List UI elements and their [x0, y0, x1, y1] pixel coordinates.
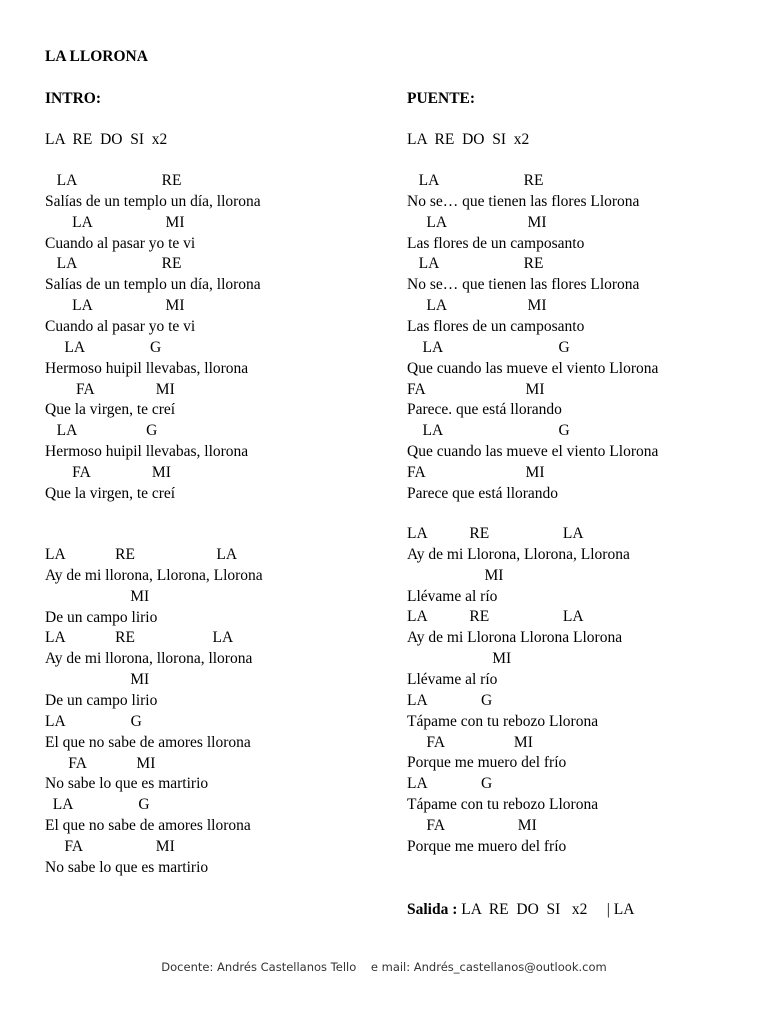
- lyric-line: No se… que tienen las flores Llorona: [407, 192, 640, 210]
- puente-heading: PUENTE:: [407, 90, 476, 107]
- chord-line: LA MI: [407, 213, 547, 231]
- lyric-line: Que la virgen, te creí: [45, 484, 176, 502]
- lyric-line: Que cuando las mueve el viento Llorona: [407, 359, 659, 377]
- chord-line: LA RE: [45, 255, 182, 273]
- lyric-line: Ay de mi llorona, Llorona, Llorona: [45, 566, 263, 584]
- chord-line: LA MI: [407, 297, 547, 315]
- salida-line: [407, 901, 634, 919]
- chord-line: LA RE LA: [45, 546, 238, 563]
- lyric-line: No sabe lo que es martirio: [45, 858, 209, 876]
- salida-label: Salida :: [407, 901, 458, 918]
- chord-line: FA MI: [407, 733, 533, 751]
- lyric-line: El que no sabe de amores llorona: [45, 817, 251, 835]
- chord-line: FA MI: [45, 754, 156, 772]
- intro-chords: LA RE DO SI x2: [45, 131, 168, 148]
- lyric-line: Hermoso huipil llevabas, llorona: [45, 443, 249, 461]
- chord-line: LA MI: [45, 297, 185, 315]
- chord-line: FA MI: [45, 380, 175, 398]
- chord-line: LA G: [407, 422, 570, 440]
- lyric-line: De un campo lirio: [45, 691, 158, 709]
- chord-line: MI: [45, 587, 150, 605]
- footer-text: Docente: Andrés Castellanos Tello e mail: Andrés_castellanos@outlook.com: [161, 960, 607, 974]
- chord-line: LA RE LA: [407, 608, 584, 626]
- lyric-line: Salías de un templo un día, llorona: [45, 276, 261, 294]
- chord-line: MI: [45, 671, 150, 689]
- chord-line: FA MI: [45, 463, 171, 481]
- lyric-line: Tápame con tu rebozo Llorona: [407, 796, 599, 814]
- lyric-line: Cuando al pasar yo te vi: [45, 234, 196, 252]
- lyric-line: Porque me muero del frío: [407, 754, 567, 772]
- lyric-line: De un campo lirio: [45, 608, 158, 626]
- chord-line: LA G: [45, 796, 150, 814]
- intro-heading: INTRO:: [45, 90, 101, 107]
- lyric-line: Ay de mi llorona, llorona, llorona: [45, 650, 253, 668]
- lyric-line: Las flores de un camposanto: [407, 317, 585, 335]
- puente-chords: LA RE DO SI x2: [407, 131, 530, 148]
- lyric-line: Llévame al río: [407, 587, 498, 605]
- lyric-line: Tápame con tu rebozo Llorona: [407, 712, 599, 730]
- lyric-line: Porque me muero del frío: [407, 837, 567, 855]
- lyric-line: Parece que está llorando: [407, 484, 559, 502]
- lyric-line: Cuando al pasar yo te vi: [45, 317, 196, 335]
- chord-line: LA RE LA: [407, 525, 584, 542]
- chord-line: FA MI: [45, 837, 175, 855]
- lyric-line: Salías de un templo un día, llorona: [45, 192, 261, 210]
- chord-line: LA G: [407, 691, 493, 709]
- chord-line: FA MI: [407, 816, 537, 834]
- chord-line: LA G: [45, 712, 142, 730]
- lyric-line: Ay de mi Llorona Llorona Llorona: [407, 629, 623, 647]
- chord-line: LA RE LA: [45, 629, 234, 647]
- chord-line: LA G: [407, 338, 570, 356]
- song-title: LA LLORONA: [45, 48, 148, 65]
- chord-line: FA MI: [407, 380, 545, 398]
- chord-line: LA RE: [407, 255, 544, 273]
- chord-line: LA MI: [45, 213, 185, 231]
- lyric-line: No se… que tienen las flores Llorona: [407, 276, 640, 294]
- chord-line: MI: [407, 566, 504, 584]
- chord-line: MI: [407, 650, 512, 668]
- chord-line: LA RE: [407, 172, 544, 189]
- lyric-line: Que cuando las mueve el viento Llorona: [407, 443, 659, 461]
- chord-line: LA G: [45, 338, 162, 356]
- lyric-line: Llévame al río: [407, 670, 498, 688]
- lyric-line: Las flores de un camposanto: [407, 234, 585, 252]
- lyric-line: Ay de mi Llorona, Llorona, Llorona: [407, 545, 630, 563]
- lyric-line: No sabe lo que es martirio: [45, 775, 209, 793]
- chord-line: LA RE: [45, 172, 182, 189]
- chord-line: LA G: [45, 422, 158, 440]
- lyric-line: El que no sabe de amores llorona: [45, 733, 251, 751]
- lyric-line: Que la virgen, te creí: [45, 401, 176, 419]
- lyric-line: Parece. que está llorando: [407, 401, 562, 419]
- chord-line: FA MI: [407, 463, 545, 481]
- chord-line: LA G: [407, 775, 493, 793]
- lyric-line: Hermoso huipil llevabas, llorona: [45, 359, 249, 377]
- salida-chords: LA RE DO SI x2 | LA: [457, 901, 635, 918]
